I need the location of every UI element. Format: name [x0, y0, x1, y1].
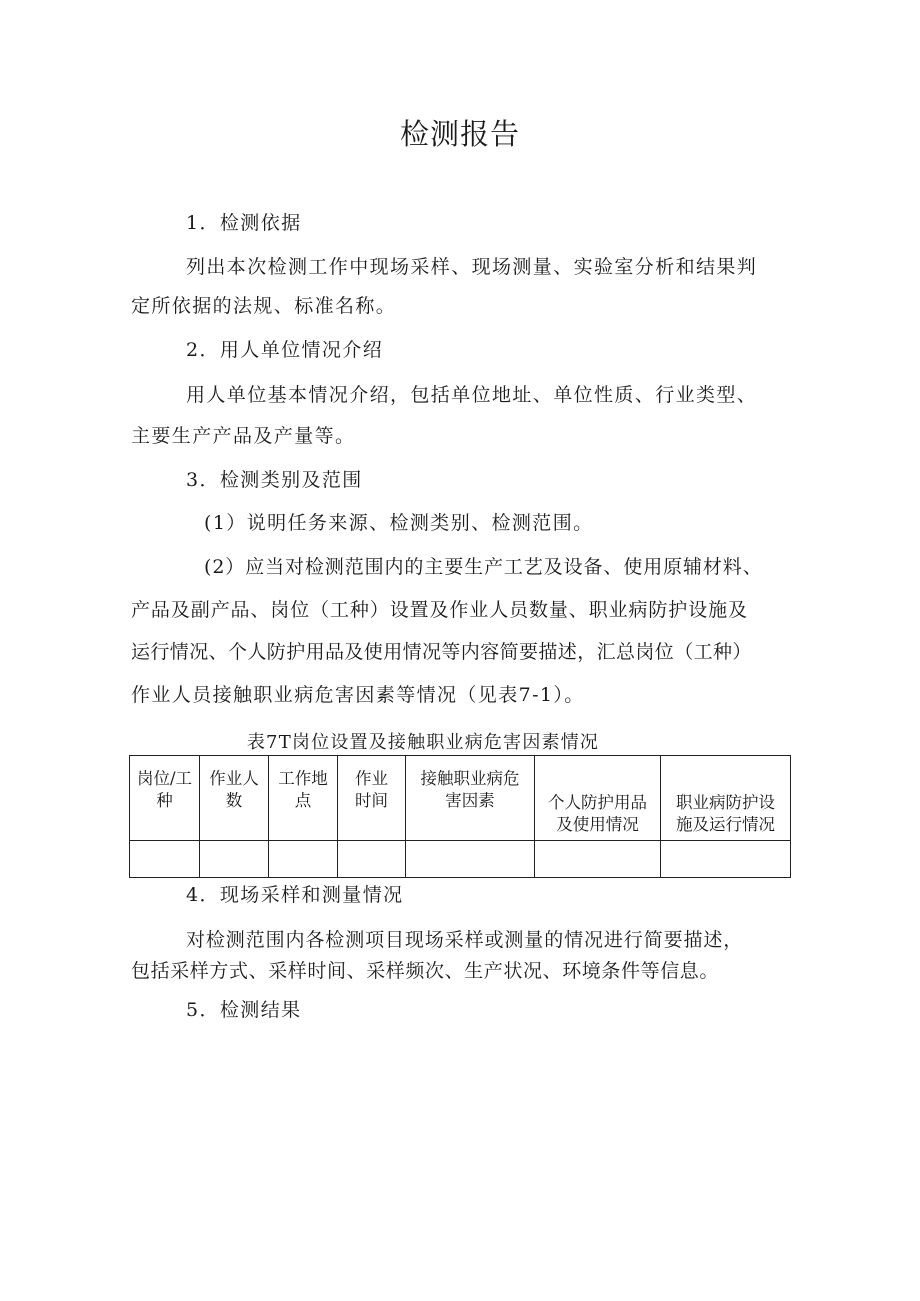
section-4-text-line-2: 包括采样方式、采样时间、采样频次、生产状况、环境条件等信息。: [131, 960, 720, 982]
header-cell-work-location: 工作地 点: [269, 756, 338, 841]
table-header-row: [130, 756, 791, 841]
header-cell-worker-count: 作业人 数: [200, 756, 269, 841]
table-cell: [338, 841, 406, 878]
section-3-item-1: (1）说明任务来源、检测类别、检测范围。: [204, 512, 594, 534]
section-2-heading: 2．用人单位情况介绍: [186, 339, 384, 361]
table-cell: [406, 841, 535, 878]
section-4-heading: 4．现场采样和测量情况: [186, 884, 404, 906]
job-hazard-table: [129, 755, 791, 878]
table-cell: [535, 841, 661, 878]
section-3-heading: 3．检测类别及范围: [186, 469, 363, 491]
section-1-heading: 1．检测依据: [186, 212, 302, 234]
section-3-item-2-line-1: (2）应当对检测范围内的主要生产工艺及设备、使用原辅材料、: [204, 556, 763, 578]
table-cell: [130, 841, 200, 878]
table-cell: [200, 841, 269, 878]
section-3-item-2-line-2: 产品及副产品、岗位（工种）设置及作业人员数量、职业病防护设施及: [131, 599, 748, 621]
section-5-heading: 5．检测结果: [186, 999, 302, 1021]
section-2-text-line-2: 主要生产产品及产量等。: [131, 425, 356, 447]
header-cell-position: 岗位/工 种: [130, 756, 200, 841]
table-cell: [661, 841, 791, 878]
header-cell-hazard-factors: 接触职业病危 害因素: [406, 756, 535, 841]
header-cell-protection-facilities: 职业病防护设 施及运行情况: [661, 756, 791, 841]
document-title: 检测报告: [399, 117, 520, 151]
section-2-text-line-1: 用人单位基本情况介绍，包括单位地址、单位性质、行业类型、: [186, 384, 758, 406]
section-3-item-2-line-4: 作业人员接触职业病危害因素等情况（见表7-1）。: [131, 684, 585, 706]
section-1-text-line-2: 定所依据的法规、标准名称。: [131, 295, 397, 317]
table-cell: [269, 841, 338, 878]
header-cell-ppe-usage: 个人防护用品 及使用情况: [535, 756, 661, 841]
section-4-text-line-1: 对检测范围内各检测项目现场采样或测量的情况进行简要描述，: [186, 929, 744, 951]
header-cell-work-time: 作业 时间: [338, 756, 406, 841]
section-3-item-2-line-3: 运行情况、个人防护用品及使用情况等内容简要描述，汇总岗位（工种）: [131, 641, 752, 663]
section-1-text-line-1: 列出本次检测工作中现场采样、现场测量、实验室分析和结果判: [186, 256, 758, 278]
table-caption: 表7T岗位设置及接触职业病危害因素情况: [246, 732, 600, 753]
table-row: [130, 841, 791, 878]
